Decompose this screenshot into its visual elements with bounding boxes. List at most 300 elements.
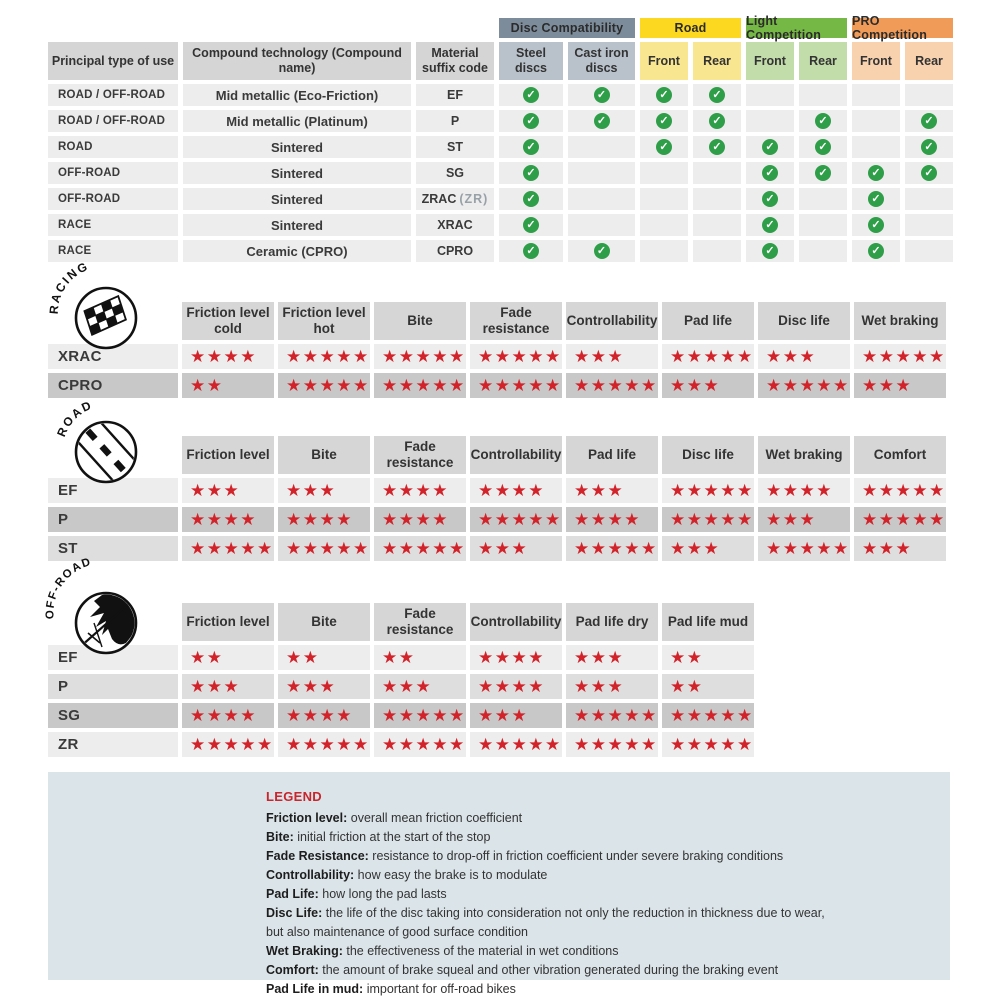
star-cell [182,373,274,398]
star-rating: ★★★★★ [574,706,658,725]
star-rating: ★★★★★ [862,347,946,366]
checkmark-icon: ✓ [594,87,610,103]
rating-column-header: Pad life [566,436,658,474]
check-cell [568,188,635,210]
rating-row-label: ST [48,536,178,561]
checkmark-icon: ✓ [762,165,778,181]
star-cell [662,703,754,728]
group-band: PRO Competition [852,18,953,38]
check-cell [852,136,900,158]
use-cell: OFF-ROAD [48,188,178,210]
legend-definition: how easy the brake is to modulate [357,868,548,882]
check-cell [852,110,900,132]
legend-term: Controllability: [266,868,358,882]
star-cell [758,373,850,398]
legend-definition: resistance to drop-off in friction coefficient under severe braking conditions [372,849,784,863]
star-cell [278,703,370,728]
code-cell [416,162,494,184]
check-cell [568,110,635,132]
column-header: Principal type of use [48,42,178,80]
star-rating: ★★★★ [286,510,353,529]
star-cell [662,373,754,398]
legend-entry [266,866,930,885]
tech-cell: Sintered [183,162,411,184]
sub-column-header: Front [746,42,794,80]
star-rating: ★★★ [190,481,241,500]
star-rating: ★★★★★ [670,706,754,725]
checkmark-icon: ✓ [921,165,937,181]
tech-cell: Sintered [183,214,411,236]
code-text: ST [447,140,463,154]
star-cell [854,344,946,369]
group-band: Disc Compatibility [499,18,635,38]
star-rating: ★★★★★ [382,347,466,366]
check-cell [852,162,900,184]
star-rating: ★★★★★ [382,539,466,558]
check-cell [568,162,635,184]
star-cell [182,674,274,699]
star-cell [662,732,754,757]
rating-column-header: Controllability [470,436,562,474]
star-rating: ★★★★★ [478,735,562,754]
check-cell [905,240,953,262]
check-cell [693,188,741,210]
code-text: XRAC [437,218,473,232]
check-cell [568,84,635,106]
check-cell [499,84,563,106]
star-cell [566,478,658,503]
use-cell: ROAD / OFF-ROAD [48,84,178,106]
check-cell [568,240,635,262]
check-cell [640,110,688,132]
tech-cell: Mid metallic (Eco-Friction) [183,84,411,106]
star-rating: ★★★ [574,648,625,667]
tech-cell: Mid metallic (Platinum) [183,110,411,132]
star-cell [374,344,466,369]
star-cell [566,703,658,728]
rating-column-header: Disc life [662,436,754,474]
rating-column-header: Wet braking [758,436,850,474]
star-rating: ★★★★★ [862,510,946,529]
star-cell [278,478,370,503]
star-rating: ★★★ [574,347,625,366]
star-rating: ★★★ [862,376,913,395]
checkmark-icon: ✓ [656,87,672,103]
rating-column-header: Pad life dry [566,603,658,641]
checkmark-icon: ✓ [523,217,539,233]
legend-entry [266,942,930,961]
checkmark-icon: ✓ [709,113,725,129]
star-rating: ★★★★ [190,347,257,366]
road-rating-grid [48,436,1000,561]
rating-row-label: ZR [48,732,178,757]
star-cell [758,507,850,532]
offroad-icon [42,551,158,667]
check-cell [693,84,741,106]
star-rating: ★★★★★ [286,735,370,754]
star-cell [278,373,370,398]
star-rating: ★★★ [382,677,433,696]
legend-term: Comfort: [266,963,323,977]
check-cell [499,136,563,158]
star-cell [278,344,370,369]
star-rating: ★★★ [670,539,721,558]
star-cell [470,703,562,728]
legend-term: Pad Life: [266,887,323,901]
star-rating: ★★★★★ [574,735,658,754]
legend-term: Fade Resistance: [266,849,373,863]
star-cell [854,507,946,532]
star-rating: ★★★★★ [382,735,466,754]
sub-column-header: Rear [905,42,953,80]
legend-term: Friction level: [266,811,351,825]
code-text: SG [445,166,465,180]
rating-row-label: EF [48,645,178,670]
legend-entries [266,809,930,999]
code-cell [416,214,494,236]
rating-column-header: Friction level [182,603,274,641]
rating-column-header: Comfort [854,436,946,474]
road-section [48,397,1000,561]
rating-column-header: Fade resistance [374,436,466,474]
group-band: Light Competition [746,18,847,38]
code-cell [416,136,494,158]
star-rating: ★★★★★ [286,347,370,366]
star-cell [278,536,370,561]
check-cell [905,84,953,106]
legend [48,772,950,996]
legend-entry [266,923,930,942]
star-cell [470,674,562,699]
star-rating: ★★ [670,648,704,667]
use-cell: ROAD / OFF-ROAD [48,110,178,132]
check-cell [640,84,688,106]
rating-row-label: CPRO [48,373,178,398]
legend-term: Disc Life: [266,906,326,920]
offroad-rating-grid [48,603,1000,757]
star-cell [854,536,946,561]
check-cell [799,162,847,184]
check-cell [693,162,741,184]
legend-entry [266,961,930,980]
checkmark-icon: ✓ [594,243,610,259]
star-cell [182,507,274,532]
checkmark-icon: ✓ [523,165,539,181]
star-cell [182,536,274,561]
star-rating: ★★★★ [190,706,257,725]
use-cell: ROAD [48,136,178,158]
checkmark-icon: ✓ [868,191,884,207]
star-rating: ★★★ [286,481,337,500]
star-rating: ★★★★★ [190,735,274,754]
star-rating: ★★★★★ [190,539,274,558]
sub-column-header: Steel discs [499,42,563,80]
road-label: ROAD [54,397,95,439]
rating-column-header: Bite [278,603,370,641]
star-rating: ★★★★★ [670,347,754,366]
star-rating: ★★★★ [766,481,833,500]
check-cell [852,214,900,236]
star-rating: ★★ [190,376,224,395]
legend-definition: the life of the disc taking into consideration not only the reduction in thickness due to wear, [325,906,825,920]
rating-column-header: Friction level [182,436,274,474]
star-cell [182,645,274,670]
star-rating: ★★★ [574,481,625,500]
compatibility-grid [48,14,953,262]
star-rating: ★★★★★ [670,510,754,529]
star-rating: ★★★ [574,677,625,696]
star-cell [758,478,850,503]
star-cell [566,507,658,532]
star-cell [662,507,754,532]
star-cell [470,344,562,369]
check-cell [640,188,688,210]
star-rating: ★★★ [862,539,913,558]
check-cell [799,84,847,106]
sub-column-header: Cast iron discs [568,42,635,80]
star-rating: ★★★★ [478,481,545,500]
star-rating: ★★★★ [382,510,449,529]
column-header: Compound technology (Compound name) [183,42,411,80]
rating-column-header: Fade resistance [470,302,562,340]
legend-definition: how long the pad lasts [322,887,447,901]
star-cell [758,536,850,561]
star-rating: ★★★ [766,347,817,366]
star-rating: ★★★★★ [574,539,658,558]
star-cell [566,645,658,670]
legend-entry [266,809,930,828]
checkmark-icon: ✓ [523,87,539,103]
checkmark-icon: ✓ [594,113,610,129]
star-cell [278,645,370,670]
check-cell [746,188,794,210]
star-cell [566,536,658,561]
check-cell [499,188,563,210]
checkmark-icon: ✓ [762,243,778,259]
code-cell [416,240,494,262]
checkmark-icon: ✓ [709,87,725,103]
rating-row-label: SG [48,703,178,728]
checkmark-icon: ✓ [656,139,672,155]
star-cell [854,478,946,503]
check-cell [799,110,847,132]
star-cell [374,536,466,561]
rating-row-label: EF [48,478,178,503]
checkmark-icon: ✓ [868,217,884,233]
star-cell [374,703,466,728]
star-cell [278,732,370,757]
rating-column-header: Controllability [470,603,562,641]
checkmark-icon: ✓ [815,139,831,155]
tech-cell: Sintered [183,188,411,210]
check-cell [799,136,847,158]
star-rating: ★★★★★ [766,376,850,395]
check-cell [499,240,563,262]
star-cell [758,344,850,369]
star-rating: ★★ [286,648,320,667]
compatibility-table [48,14,1000,262]
check-cell [905,214,953,236]
rating-column-header: Bite [278,436,370,474]
check-cell [852,188,900,210]
code-text: EF [447,88,463,102]
check-cell [905,162,953,184]
rating-row-label: P [48,507,178,532]
checkmark-icon: ✓ [523,139,539,155]
star-cell [566,344,658,369]
check-cell [640,162,688,184]
legend-definition: but also maintenance of good surface condition [266,925,528,939]
legend-term: Pad Life in mud: [266,982,367,996]
checkmark-icon: ✓ [523,191,539,207]
star-rating: ★★★★★ [382,706,466,725]
star-rating: ★★★★★ [286,539,370,558]
check-cell [568,214,635,236]
check-cell [693,110,741,132]
checkmark-icon: ✓ [709,139,725,155]
offroad-label: OFF-ROAD [44,555,94,620]
checkmark-icon: ✓ [762,139,778,155]
sub-column-header: Rear [799,42,847,80]
sub-column-header: Rear [693,42,741,80]
star-rating: ★★★ [190,677,241,696]
star-cell [374,373,466,398]
code-cell [416,110,494,132]
legend-definition: important for off-road bikes [366,982,516,996]
legend-definition: overall mean friction coefficient [350,811,523,825]
check-cell [905,110,953,132]
star-cell [470,373,562,398]
checkmark-icon: ✓ [868,243,884,259]
use-cell: OFF-ROAD [48,162,178,184]
racing-flag-icon [42,250,158,366]
star-cell [278,507,370,532]
use-cell: RACE [48,214,178,236]
star-cell [566,674,658,699]
star-rating: ★★★★★ [286,376,370,395]
star-cell [566,732,658,757]
star-cell [182,344,274,369]
star-cell [662,344,754,369]
offroad-section [44,555,1000,757]
legend-entry [266,904,930,923]
star-cell [662,478,754,503]
checkmark-icon: ✓ [656,113,672,129]
check-cell [746,136,794,158]
star-cell [662,645,754,670]
star-cell [470,507,562,532]
code-cell [416,188,494,210]
rating-column-header: Friction level cold [182,302,274,340]
tech-cell: Sintered [183,136,411,158]
check-cell [568,136,635,158]
racing-section [46,258,1000,398]
star-rating: ★★★ [766,510,817,529]
checkmark-icon: ✓ [921,113,937,129]
star-rating: ★★★★ [478,648,545,667]
rating-column-header: Wet braking [854,302,946,340]
star-cell [182,732,274,757]
checkmark-icon: ✓ [921,139,937,155]
legend-entry [266,885,930,904]
racing-rating-grid [48,302,1000,398]
star-rating: ★★★★★ [382,376,466,395]
check-cell [693,240,741,262]
check-cell [852,84,900,106]
star-cell [662,674,754,699]
rating-column-header: Disc life [758,302,850,340]
check-cell [640,214,688,236]
sub-column-header: Front [640,42,688,80]
racing-label: RACING [46,258,92,315]
star-cell [182,703,274,728]
check-cell [693,214,741,236]
star-rating: ★★ [190,648,224,667]
star-cell [374,478,466,503]
legend-definition: the effectiveness of the material in wet conditions [346,944,619,958]
legend-entry [266,828,930,847]
check-cell [799,188,847,210]
star-cell [374,645,466,670]
legend-title: LEGEND [266,789,322,804]
star-rating: ★★★★ [382,481,449,500]
legend-term: Bite: [266,830,298,844]
star-rating: ★★★ [286,677,337,696]
check-cell [499,162,563,184]
rating-column-header: Controllability [566,302,658,340]
rating-row-label: P [48,674,178,699]
code-text: CPRO [436,244,474,258]
rating-column-header: Fade resistance [374,603,466,641]
star-rating: ★★★★ [286,706,353,725]
legend-term: Wet Braking: [266,944,347,958]
star-cell [854,373,946,398]
star-cell [470,536,562,561]
star-cell [662,536,754,561]
star-cell [470,478,562,503]
tech-cell: Ceramic (CPRO) [183,240,411,262]
star-rating: ★★★ [670,376,721,395]
star-rating: ★★★ [478,539,529,558]
star-cell [470,645,562,670]
code-note: (ZR) [459,192,489,206]
column-header: Material suffix code [416,42,494,80]
rating-column-header: Pad life [662,302,754,340]
star-rating: ★★★★★ [574,376,658,395]
check-cell [746,162,794,184]
star-cell [566,373,658,398]
rating-column-header: Pad life mud [662,603,754,641]
check-cell [640,136,688,158]
star-rating: ★★★★★ [478,347,562,366]
road-icon [42,384,158,500]
group-band: Road [640,18,741,38]
star-cell [470,732,562,757]
check-cell [746,214,794,236]
rating-row-label: XRAC [48,344,178,369]
use-cell: RACE [48,240,178,262]
checkmark-icon: ✓ [815,113,831,129]
code-cell [416,84,494,106]
legend-entry [266,847,930,866]
checkmark-icon: ✓ [762,217,778,233]
legend-definition: initial friction at the start of the stop [297,830,491,844]
star-rating: ★★★★★ [862,481,946,500]
star-rating: ★★★★ [190,510,257,529]
check-cell [746,110,794,132]
star-cell [374,732,466,757]
check-cell [905,188,953,210]
